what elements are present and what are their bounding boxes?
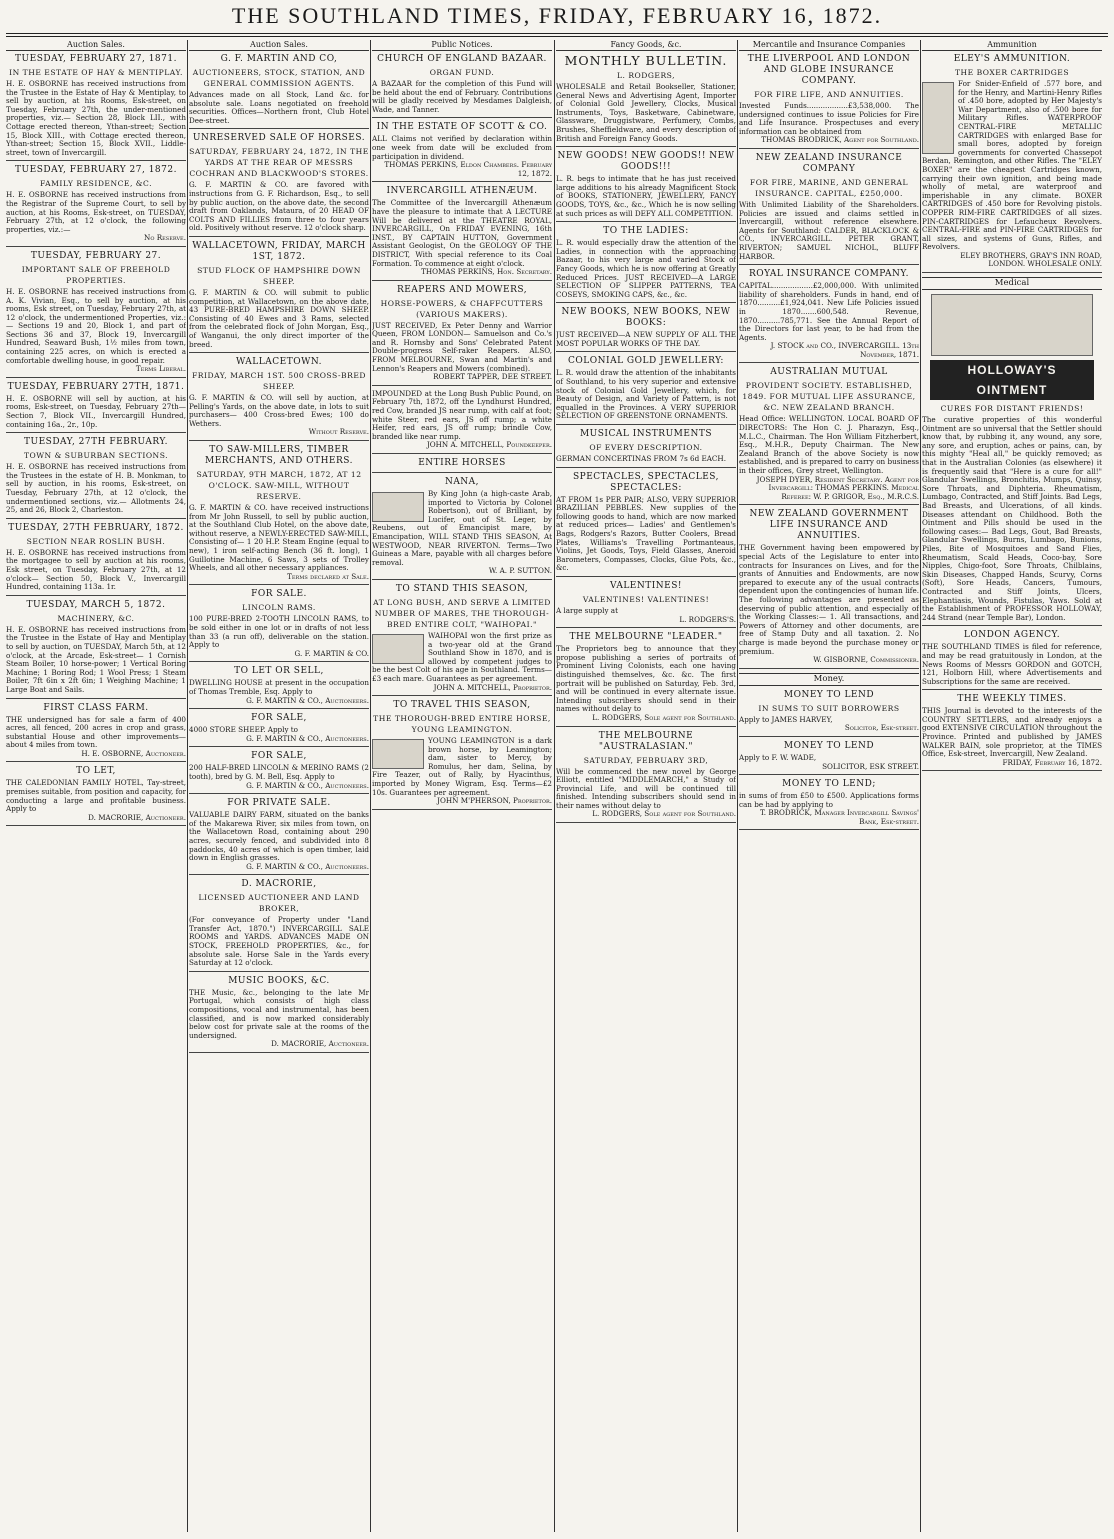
ad-signature: THOMAS BRODRICK, Agent for Southland. bbox=[761, 135, 919, 145]
column-heading: Mercantile and Insurance Companies bbox=[739, 40, 919, 51]
ad-body: With Unlimited Liability of the Shareholders. Policies are issued and claims settled in Invercargill, without reference elsewhere. Agents for Southland: CALDER, BLACKLOCK & CO., INVERCARGILL. PETER GRANT, RIVERTON; SAMUEL NICHOL, BLUFF HARBOR. bbox=[739, 199, 919, 261]
ad-signature: JOHN M'PHERSON, Proprietor. bbox=[437, 796, 552, 806]
advertisement bbox=[556, 54, 736, 147]
advertisement bbox=[739, 269, 919, 363]
ad-body: in sums of from £50 to £500. Applications forms can be had by applying to bbox=[739, 791, 919, 809]
ad-subtitle: THE THOROUGH-BRED ENTIRE HORSE, YOUNG LEAMINGTON. bbox=[373, 714, 551, 735]
advertisement bbox=[739, 367, 919, 505]
ad-body: 4000 STORE SHEEP. Apply to bbox=[189, 725, 299, 735]
ad-title: FIRST CLASS FARM. bbox=[43, 702, 149, 713]
ad-subtitle: AUCTIONEERS, STOCK, STATION, AND GENERAL COMMISSION AGENTS. bbox=[192, 68, 366, 88]
ad-subtitle: ORGAN FUND. bbox=[429, 68, 495, 77]
ad-signature: W. A. P. SUTTON. bbox=[488, 566, 552, 576]
ad-title: ROYAL INSURANCE COMPANY. bbox=[748, 269, 910, 280]
ad-title: THE MELBOURNE "LEADER." bbox=[569, 632, 723, 643]
ad-body: The Committee of the Invercargill Athenæum have the pleasure to intimate that A LECTURE Will be delivered at the THEATRE ROYAL, INVERCARGILL, On FRIDAY EVENING, 16th INST., BY CAPTAIN HUTTON, Government Assistant Geologist, On the GEOLOGY OF THE DISTRICT, With special reference to its Coal Formation. To commence at eight o'clock. bbox=[372, 198, 552, 268]
ad-title: NEW ZEALAND GOVERNMENT LIFE INSURANCE AND ANNUITIES. bbox=[749, 509, 909, 542]
ad-separator bbox=[739, 148, 919, 149]
ad-title: SPECTACLES, SPECTACLES, SPECTACLES: bbox=[572, 471, 719, 493]
holloway-banner: HOLLOWAY'S OINTMENT bbox=[930, 360, 1094, 400]
advertisement bbox=[6, 251, 186, 378]
ad-title: FOR SALE. bbox=[251, 589, 307, 600]
advertisement bbox=[739, 690, 919, 737]
ad-title: MONEY TO LEND bbox=[783, 740, 875, 751]
ad-signature: G. F. MARTIN & CO. bbox=[294, 648, 369, 658]
ad-title: ENTIRE HORSES bbox=[418, 458, 506, 468]
ad-title: VALENTINES! bbox=[609, 580, 683, 591]
ad-separator bbox=[189, 971, 369, 972]
ad-signature: FRIDAY, February 16, 1872. bbox=[1002, 757, 1102, 767]
ad-subtitle: LICENSED AUCTIONEER AND LAND BROKER, bbox=[198, 893, 360, 914]
ad-title: TUESDAY, 27TH FEBRUARY. bbox=[24, 437, 168, 448]
column-2 bbox=[189, 40, 369, 1532]
advertisement bbox=[739, 509, 919, 668]
advertisement bbox=[189, 589, 369, 662]
advertisement bbox=[372, 54, 552, 118]
ad-body: L. R. begs to intimate that he has just received large additions to his already Magnificent Stock of BOOKS, STATIONERY, JEWELLERY, FANCY GOODS, TOYS, &c., &c., Which he is now selling at such prices as will DEFY ALL COMPETITION. bbox=[556, 174, 736, 218]
advertisement bbox=[6, 437, 186, 519]
advertisement bbox=[372, 186, 552, 280]
ad-separator bbox=[189, 661, 369, 662]
ad-separator bbox=[556, 146, 736, 147]
advertisement bbox=[6, 523, 186, 596]
ad-body: The Proprietors beg to announce that they propose publishing a series of portraits of Prominent Living Colonists, each one having distinguished themselves, &c. &c. The first portrait will be published on Saturday, Feb. 3rd, and will be continued in every alternate issue. Intending subscribers should send in their names without delay to bbox=[556, 644, 736, 714]
ad-body: G. F. MARTIN & CO. have received instructions from Mr John Russell, to sell by public auction, at the Southland Club Hotel, on the above date, without reserve, a NEWLY-ERECTED SAW-MILL, Consisting of— 1 20 H.P. Steam Engine (equal to new), 1 iron self-acting Bench (36 ft. long), 1 Guillotine Machine, 6 Saws, 3 sets of Trolley Wheels, and all other necessary appliances. bbox=[189, 503, 369, 573]
advertisement bbox=[556, 429, 736, 468]
ad-title: FOR SALE, bbox=[251, 751, 307, 762]
advertisement bbox=[189, 133, 369, 237]
section-heading: Money. bbox=[739, 673, 919, 686]
ad-body: Apply to F. W. WADE, bbox=[739, 752, 817, 762]
advertisement bbox=[189, 445, 369, 585]
section-heading: Medical bbox=[922, 277, 1102, 290]
ad-title: ELEY'S AMMUNITION. bbox=[953, 54, 1071, 64]
advertisement bbox=[556, 307, 736, 352]
ad-subtitle: IMPORTANT SALE OF FREEHOLD PROPERTIES. bbox=[21, 264, 171, 285]
advertisement bbox=[372, 122, 552, 182]
ad-body: Will be commenced the new novel by George Elliott, entitled "MIDDLEMARCH," a Study of Provincial Life, and will be continued till finished. Intending subscribers should send in their names without delay to bbox=[556, 766, 736, 810]
ad-title: TO THE LADIES: bbox=[603, 226, 689, 237]
ad-signature: G. F. MARTIN & CO., Auctioneers. bbox=[246, 733, 369, 743]
ad-body: A BAZAAR for the completion of this Fund will be held about the end of February. Contributions will be gladly received by Mesdames Dalgleish, Wade, and Tanner. bbox=[372, 79, 552, 114]
ad-body: For Snider-Enfield of .577 bore, and for the Henry, and Martini-Henry Rifles of .450 bore, adopted by Her Majesty's War Department, also of .500 bore for Military Rifles. WATERPROOF CENTRAL-FIRE METALLIC CARTRIDGES with enlarged Base for small bores, adopted by foreign governments for converted Chassepot Berdan, Remington, and other Rifles. The "ELEY BOXER" are the cheapest Cartridges known, carrying their own ignition, and being made wholly of metal, are waterproof and imperishable in any climate. BOXER CARTRIDGES of .450 bore for Revolving pistols. COPPER RIM-FIRE CARTRIDGES of all sizes. PIN-CARTRIDGES for Lefaucheux Revolvers. CENTRAL-FIRE and PIN-FIRE CARTRIDGES for all sizes, and systems of Guns, Rifles, and Revolvers. bbox=[922, 79, 1102, 252]
ad-subtitle: STUD FLOCK OF HAMPSHIRE DOWN SHEEP. bbox=[197, 265, 361, 286]
advertisement bbox=[6, 703, 186, 763]
ad-signature: T. BRODRICK, Manager Invercargill Savings' Bank, Esk-street. bbox=[760, 808, 919, 826]
ad-separator bbox=[6, 595, 186, 596]
advertisement bbox=[6, 766, 186, 826]
advertisement bbox=[6, 165, 186, 247]
ad-separator bbox=[372, 695, 552, 696]
advertisement bbox=[922, 630, 1102, 690]
ad-separator bbox=[556, 467, 736, 468]
ad-signature: W. GISBORNE, Commissioner. bbox=[813, 655, 919, 665]
ad-body: IMPOUNDED at the Long Bush Public Pound, on February 7th, 1872, off the Lyndhurst Hundred, red Cow, branded JS near rump, with calf at foot; white Steer, red ears, JS off rump; a white Heifer, red ears, JS off rump; brindle Cow, branded like near rump. bbox=[372, 388, 552, 441]
ad-title: LONDON AGENCY. bbox=[963, 630, 1061, 641]
ad-separator bbox=[739, 362, 919, 363]
ad-title: THE LIVERPOOL AND LONDON AND GLOBE INSURANCE COMPANY. bbox=[747, 54, 911, 86]
ad-separator bbox=[922, 625, 1102, 626]
ad-body: THE undersigned has for sale a farm of 400 acres, all fenced, 200 acres in crop and grass, substantial House and other improvements—about 4 miles from town. bbox=[6, 714, 186, 750]
ad-separator bbox=[739, 264, 919, 265]
advertisement bbox=[739, 153, 919, 265]
ad-separator bbox=[739, 736, 919, 737]
advertisement bbox=[922, 694, 1102, 771]
ad-title: TUESDAY, MARCH 5, 1872. bbox=[26, 599, 166, 610]
ad-title: THE WEEKLY TIMES. bbox=[957, 694, 1067, 705]
ad-body: Apply to JAMES HARVEY, bbox=[739, 714, 833, 724]
ad-body: By King John (a high-caste Arab, imported to Victoria by Colonel Robertson), out of Brilliant, by Lucifer, out of St. Leger, by Reubens, out of Emancipist mare, by Emancipation, WILL STAND THIS SEASON, At WESTWOOD, NEAR RIVERTON. Terms—Two Guineas a Mare, payable with all charges before removal. bbox=[372, 489, 552, 567]
ad-subtitle: THE BOXER CARTRIDGES bbox=[954, 68, 1070, 77]
ad-body: VALUABLE DAIRY FARM, situated on the banks of the Makarewa River, six miles from town, on the Wallacetown Road, containing about 290 acres, securely fenced, and subdivided into 8 paddocks, 40 acres of which is open timber, laid down in English grasses. bbox=[189, 810, 369, 863]
masthead-rule-2 bbox=[6, 36, 1108, 37]
ad-body: WAIHOPAI won the first prize as a two-year old at the Grand Southland Show in 1870, and is allowed by competent judges to be the best Colt of his age in Southland. Terms—£3 each mare. Guarantees as per agreement. bbox=[372, 630, 552, 683]
ad-body: The curative properties of this wonderful Ointment are so universal that the Settler should know that, by rubbing it, any wound, any sore, any sore, and eruption, aches or pains, can, by this mighty "Heal all," be quickly removed; as that in the Australian Colonies (as elsewhere) it is frequently said that "Here is a cure for all!" Glandular Swellings, Bronchitis, Mumps, Quinsy, Sore Throats, and Diphteria. Rheumatism, Lumbago, Contracted, and Stiff Joints. Bad Legs, Bad Breasts, and Ulcerations, of all kinds. Diseases attendant on Childhood. Both the Ointment and Pills should be used in the following cases:— Bad Legs, Gout, Bad Breasts, Glandular Swellings, Burns, Lumbago, Bunions, Piles, Bite of Mosquitoes and Sand Flies, Rheumatism, Scald Heads, Coco-bay, Sore Nipples, Chigo-foot, Sore Throats, Chilblains, Skin Diseases, Chapped Hands, Scurvy, Corns (Soft), Sore Heads, Cancers, Tumours, Contracted and Stiff Joints, Ulcers, Elephantiasis, Wounds, Fistulas, Yaws. Sold at the Establishment of PROFESSOR HOLLOWAY, 244 Strand (near Temple Bar), London. bbox=[922, 415, 1102, 622]
ad-title: TO LET, bbox=[76, 766, 116, 777]
column-heading: Fancy Goods, &c. bbox=[556, 40, 736, 51]
column-divider bbox=[554, 40, 555, 1532]
ad-separator bbox=[6, 432, 186, 433]
advertisement bbox=[739, 54, 919, 149]
ad-title: TO TRAVEL THIS SEASON, bbox=[393, 700, 531, 711]
advertisement bbox=[189, 666, 369, 709]
ad-subtitle: FAMILY RESIDENCE, &C. bbox=[40, 179, 152, 189]
ad-signature: Without Reserve. bbox=[308, 427, 369, 437]
ad-separator bbox=[556, 221, 736, 222]
advertisement bbox=[739, 779, 919, 830]
ad-separator bbox=[6, 518, 186, 519]
ad-signature: L. RODGERS, Sole agent for Southland. bbox=[592, 712, 736, 722]
ad-separator bbox=[922, 770, 1102, 771]
ad-body: 100 PURE-BRED 2-TOOTH LINCOLN RAMS, to be sold either in one lot or in drafts of not less than 33 (a run off), deliverable on the station. Apply to bbox=[189, 614, 369, 650]
ad-signature: THOMAS PERKINS, Eldon Chambers. February 12, 1872. bbox=[384, 160, 552, 178]
ad-title: TUESDAY, FEBRUARY 27, 1871. bbox=[15, 54, 177, 64]
ad-title: COLONIAL GOLD JEWELLERY: bbox=[568, 356, 724, 367]
ad-title: MONEY TO LEND; bbox=[782, 779, 876, 790]
ad-signature: JOHN A. MITCHELL, Poundkeeper. bbox=[426, 440, 552, 450]
ad-title: NEW GOODS! NEW GOODS!! NEW GOODS!!! bbox=[557, 151, 735, 173]
advertisement bbox=[372, 285, 552, 386]
ad-body: Advances made on all Stock, Land &c. for absolute sale. Loans negotiated on freehold securities. Offices—Northern front, Club Hotel Dee-street. bbox=[189, 90, 369, 125]
ad-body: L. R. would especially draw the attention of the Ladies, in connection with the approaching Bazaar, to his very large and varied Stock of Fancy Goods, which he is now offering at Greatly Reduced Prices. JUST RECEIVED—A LARGE SELECTION OF SLIPPER PATTERNS, TEA COSEYS, SMOKING CAPS, &c., &c. bbox=[556, 238, 736, 299]
advertisement bbox=[6, 600, 186, 699]
ad-title: MUSIC BOOKS, &C. bbox=[228, 975, 330, 986]
ad-body: G. F. MARTIN & CO. will submit to public competition, at Wallacetown, on the above date, 43 PURE-BRED HAMPSHIRE DOWN SHEEP. Consisting of 40 Ewes and 3 Rams, selected from the celebrated flock of John Morgan, Esq., of Wanganui, the only direct importer of the breed. bbox=[189, 287, 369, 349]
ad-title: FOR SALE, bbox=[251, 713, 307, 724]
ad-signature: Terms Liberal. bbox=[135, 364, 186, 374]
ad-body: DWELLING HOUSE at present in the occupation of Thomas Tremble, Esq. Apply to bbox=[189, 678, 369, 696]
ad-subtitle: LINCOLN RAMS. bbox=[242, 603, 316, 613]
ad-separator bbox=[372, 280, 552, 281]
ad-subtitle: FRIDAY, MARCH 1ST. 500 CROSS-BRED SHEEP. bbox=[192, 371, 366, 392]
ad-body: 200 HALF-BRED LINCOLN & MERINO RAMS (2 tooth), bred by G. M. Bell, Esq. Apply to bbox=[189, 763, 369, 781]
ad-title: TUESDAY, FEBRUARY 27TH, 1871. bbox=[7, 381, 185, 392]
advertisement bbox=[6, 54, 186, 161]
ad-separator bbox=[922, 272, 1102, 273]
ad-separator bbox=[189, 1052, 369, 1053]
ad-title: IN THE ESTATE OF SCOTT & CO. bbox=[376, 122, 548, 133]
ad-subtitle: FOR FIRE LIFE, AND ANNUITIES. bbox=[754, 90, 904, 99]
ad-title: NEW ZEALAND INSURANCE COMPANY bbox=[755, 152, 903, 174]
ad-body: GERMAN CONCERTINAS FROM 7s 6d EACH. bbox=[556, 454, 726, 464]
ad-separator bbox=[6, 761, 186, 762]
ad-separator bbox=[556, 627, 736, 628]
ad-separator bbox=[556, 726, 736, 727]
ad-body: H. E. OSBORNE has received instructions from the Trustee in the Estate of Hay and Mentiplay to sell by auction, on TUESDAY, March 5th, at 12 o'clock, at the Arcade, Esk-street— 1 Cornish Steam Boiler, 10 horse-power; 1 Vertical Boring Machine; 1 Boring Rod; 1 Wool Press; 1 Steam Boiler, 7ft 6in x 2ft 6in; 1 Weighing Machine; 1 Large Boat and Sails. bbox=[6, 624, 186, 694]
ad-signature: ROBERT TAPPER, DEE STREET. bbox=[433, 372, 552, 382]
column-divider bbox=[920, 40, 921, 1532]
ad-separator bbox=[556, 424, 736, 425]
ad-body: G. F. MARTIN & CO. will sell by auction, at Pelling's Yards, on the above date, in lots to suit purchasers— 400 Cross-bred Ewes; 100 do Wethers. bbox=[189, 393, 369, 428]
ad-signature: H. E. OSBORNE, Auctioneer. bbox=[81, 748, 186, 758]
ad-signature: D. MACRORIE, Auctioneer. bbox=[88, 812, 186, 822]
ad-body: Head Office: WELLINGTON. LOCAL BOARD OF DIRECTORS: The Hon C. J. Pharazyn, Esq., M.L.C., Chairman. The Hon William Fitzherbert, Esq., M.H.R., Deputy Chairman. The New Zealand Branch of the above Society is now established, and is prepared to carry on business in their offices, Grey street, Wellington. bbox=[739, 414, 919, 476]
ad-title: WALLACETOWN. bbox=[235, 357, 322, 368]
horse-engraving-image bbox=[372, 492, 424, 522]
ad-title: TO LET OR SELL, bbox=[234, 666, 324, 677]
ad-title: CHURCH OF ENGLAND BAZAAR. bbox=[377, 54, 547, 64]
ad-separator bbox=[6, 377, 186, 378]
advertisement bbox=[189, 976, 369, 1053]
ad-separator bbox=[189, 793, 369, 794]
ad-separator bbox=[189, 352, 369, 353]
masthead-title: THE SOUTHLAND TIMES, FRIDAY, FEBRUARY 16, 1872. bbox=[231, 3, 883, 28]
column-4 bbox=[556, 40, 736, 1532]
ad-signature: D. MACRORIE, Auctioneer. bbox=[271, 1039, 369, 1049]
advertisement bbox=[922, 294, 1102, 626]
ad-subtitle: HORSE-POWERS, & CHAFFCUTTERS (VARIOUS MAKERS). bbox=[380, 298, 544, 319]
ad-title: MUSICAL INSTRUMENTS bbox=[579, 429, 713, 440]
ad-subtitle: CURES FOR DISTANT FRIENDS! bbox=[940, 404, 1084, 414]
ad-body: Invested Funds..................£3,538,000. The undersigned continues to issue Policies for Fire and Life Insurance. Prospectuses and every information can be obtained from bbox=[739, 101, 919, 136]
ad-signature: SOLICITOR, ESK STREET. bbox=[822, 761, 919, 771]
advertisement bbox=[189, 751, 369, 794]
ad-signature: J. STOCK and CO., INVERCARGILL. 13th November, 1871. bbox=[770, 341, 919, 359]
ad-subtitle: AT LONG BUSH, AND SERVE A LIMITED NUMBER OF MARES, THE THOROUGH-BRED ENTIRE COLT, "WAIHOPAI." bbox=[373, 597, 551, 629]
ad-title: MONTHLY BULLETIN. bbox=[564, 53, 728, 68]
ad-body: H. E. OSBORNE has received instructions from the Registrar of the Supreme Court, to sell by auction, at his Rooms, Esk-street, on TUESDAY, February 27th, at 12 o'clock, the following properties, viz.:— bbox=[6, 190, 186, 234]
ad-subtitle: SATURDAY, 9TH MARCH, 1872, AT 12 O'CLOCK. SAW-MILL, WITHOUT RESERVE. bbox=[196, 470, 362, 502]
ad-separator bbox=[189, 708, 369, 709]
ad-separator bbox=[739, 774, 919, 775]
ad-subtitle: PROVIDENT SOCIETY. ESTABLISHED, 1849. FOR MUTUAL LIFE ASSURANCE, &C. NEW ZEALAND BRANCH. bbox=[742, 381, 916, 413]
column-6 bbox=[922, 40, 1102, 1532]
ad-body: WHOLESALE and Retail Bookseller, Stationer, General News and Advertising Agent, Importer of Colonial Gold Jewellery, Clocks, Musical Instruments, Toys, Basketware, Cabinetware, Glassware, Druggistware, Perfumery, Combs, Brushes, Sheffieldware, and every description of British and Foreign Fancy Goods. bbox=[556, 82, 736, 143]
ad-separator bbox=[189, 584, 369, 585]
ad-body: JUST RECEIVED—A NEW SUPPLY OF ALL THE MOST POPULAR WORKS OF THE DAY. bbox=[556, 330, 736, 348]
masthead-rule bbox=[6, 33, 1108, 34]
ad-title: REAPERS AND MOWERS, bbox=[396, 284, 528, 295]
ad-signature: L. RODGERS, Sole agent for Southland. bbox=[592, 809, 736, 819]
ad-title: NANA, bbox=[444, 477, 480, 487]
ad-title: D. MACRORIE, bbox=[241, 879, 317, 890]
ad-separator bbox=[556, 351, 736, 352]
ad-separator bbox=[189, 746, 369, 747]
ad-signature: Solicitor, Esk-street. bbox=[844, 723, 919, 733]
ad-body: (For conveyance of Property under "Land Transfer Act, 1870.") INVERCARGILL SALE ROOMS and YARDS. ADVANCES MADE ON STOCK, FREEHOLD PROPERTIES, &c., for absolute sale. Horse Sale in the Yards every Saturday at 12 o'clock. bbox=[189, 915, 369, 968]
ad-signature: JOSEPH DYER, Resident Secretary. Agent for Invercargill: THOMAS PERKINS. Medical Referee: W. P. GRIGOR, Esq., M.R.C.S. bbox=[756, 474, 919, 501]
advertisement bbox=[556, 226, 736, 303]
ad-body: JUST RECEIVED, Ex Peter Denny and Warrior Queen, FROM LONDON— Samuelson and Co.'s and R. Hornsby and Sons' Celebrated Patent Double-progress Self-raker Reapers. ALSO, FROM MELBOURNE, Swan and Martin's and Lennon's Reapers and Mowers (combined). bbox=[372, 320, 552, 373]
ad-separator bbox=[739, 504, 919, 505]
ad-title: TO STAND THIS SEASON, bbox=[395, 583, 529, 594]
advertisement bbox=[189, 798, 369, 875]
ad-separator bbox=[556, 576, 736, 577]
ad-separator bbox=[372, 472, 552, 473]
ad-body: THE Music, &c., belonging to the late Mr Portugal, which consists of high class compositions, vocal and instrumental, has been classified, and is now marked considerably below cost for private sale at the rooms of the undersigned. bbox=[189, 987, 369, 1040]
ad-body: THE SOUTHLAND TIMES is filed for reference, and may be read gratuitously in London, at the News Rooms of Messrs GORDON and GOTCH, 121, Holborn Hill, where Advertisements and Subscriptions for the same are received. bbox=[922, 642, 1102, 686]
advertisement bbox=[372, 584, 552, 696]
ad-body: ALL Claims not verified by declaration within one week from date will be excluded from participation in dividend. bbox=[372, 134, 552, 161]
ad-subtitle: SATURDAY, FEBRUARY 24, 1872, IN THE YARDS AT THE REAR OF MESSRS COCHRAN AND BLACKWOOD'S STORES. bbox=[189, 147, 369, 179]
ad-title: FOR PRIVATE SALE. bbox=[227, 798, 331, 809]
advertisement bbox=[372, 390, 552, 454]
ad-body: CAPITAL..................£2,000,000. With unlimited liability of shareholders. Funds in hand, end of 1870..........£1,924,041. New Life Policies issued in 1870.......600,548. Revenue, 1870..........785,771. See the Annual Report of the Directors for last year, to be had from the Agents. bbox=[739, 281, 919, 342]
ad-subtitle: VALENTINES! VALENTINES! bbox=[582, 594, 710, 604]
ad-body: H. E. OSBORNE has received instructions from the Trustees in the estate of H. B. Monkman, to sell by auction, in his rooms, Esk-street, on Tuesday, February 27th, at 12 o'clock, the undermentioned sections, viz.— Allotments 24, 25, and 26, Block 2, Charleston. bbox=[6, 462, 186, 515]
ad-signature: G. F. MARTIN & CO., Auctioneers. bbox=[246, 695, 369, 705]
holloway-engraving-image bbox=[931, 294, 1093, 356]
advertisement bbox=[556, 731, 736, 824]
ad-separator bbox=[189, 236, 369, 237]
ad-subtitle: OF EVERY DESCRIPTION. bbox=[589, 443, 703, 453]
ad-body: AT FROM 1s PER PAIR; ALSO, VERY SUPERIOR BRAZILIAN PEBBLES. New supplies of the following goods to hand, which are now marked at reduced prices— Ladies' and Gentlemen's Bags, Rodgers's Razors, Butter Coolers, Bread Plates, Williams's Travelling Portmanteaus, Violins, Jet Goods, Toys, Field Glasses, Aneroid Barometers, Compasses, Clocks, Glue Pots, &c., &c. bbox=[556, 494, 736, 573]
ad-signature: JOHN A. MITCHELL, Proprietor. bbox=[433, 682, 552, 692]
ad-separator bbox=[372, 579, 552, 580]
ad-body: G. F. MARTIN & CO. are favored with instructions from G. F. Richardson, Esq., to sell by public auction, on the above date, the second draft from Oaklands, Mataura, of 20 HEAD OF COLTS AND FILLIES from three to four years old. Positively without reserve. 12 o'clock sharp. bbox=[189, 180, 369, 233]
ad-signature: L. RODGERS'S. bbox=[679, 614, 736, 624]
ad-body: THE Government having been empowered by special Acts of the Legislature to enter into contracts for Insurances on Lives, and for the grants of Annuities and Endowments, are now prepared to execute any of the usual contracts dependent upon the contingencies of human life. The following advantages are presented as deserving of public attention, and especially of the Working Classes:— 1. All transactions, and Powers of Attorney and other documents, are free of Stamp Duty and all taxation. 2. No charge is made beyond the purchase money or premium. bbox=[739, 543, 919, 656]
advertisement bbox=[556, 472, 736, 577]
column-divider bbox=[187, 40, 188, 1532]
ad-separator bbox=[189, 128, 369, 129]
column-heading: Auction Sales. bbox=[6, 40, 186, 51]
advertisement bbox=[556, 356, 736, 425]
column-heading: Ammunition bbox=[922, 40, 1102, 51]
ad-separator bbox=[372, 385, 552, 386]
ad-body: A large supply at bbox=[556, 605, 618, 615]
advertisement bbox=[189, 879, 369, 972]
ad-subtitle: IN SUMS TO SUIT BORROWERS bbox=[758, 703, 900, 713]
ad-separator bbox=[372, 809, 552, 810]
ad-signature: ELEY BROTHERS, GRAY'S INN ROAD, LONDON. WHOLESALE ONLY. bbox=[960, 250, 1102, 269]
ad-body: YOUNG LEAMINGTON is a dark brown horse, by Leamington; dam, sister to Mercy, by Romulus, her dam, Selina, by Fire Teazer, out of Rally, by Hyacinthus, imported by Money Wigram, Esq. Terms—£2 10s. Guarantees per agreement. bbox=[372, 736, 552, 797]
ad-subtitle: MACHINERY, &C. bbox=[57, 613, 135, 623]
ad-title: INVERCARGILL ATHENÆUM. bbox=[386, 186, 538, 197]
column-heading: Auction Sales. bbox=[189, 40, 369, 51]
ad-subtitle: FOR FIRE, MARINE, AND GENERAL INSURANCE. CAPITAL, £250,000. bbox=[749, 177, 909, 198]
column-1 bbox=[6, 40, 186, 1532]
advertisement bbox=[189, 357, 369, 441]
horse-engraving-image bbox=[372, 634, 424, 664]
ad-title: G. F. MARTIN AND CO, bbox=[220, 54, 338, 64]
advertisement bbox=[189, 713, 369, 747]
ad-separator bbox=[739, 668, 919, 669]
advertisement bbox=[739, 741, 919, 775]
ad-separator bbox=[922, 689, 1102, 690]
ad-separator bbox=[6, 160, 186, 161]
ad-separator bbox=[189, 440, 369, 441]
ad-separator bbox=[372, 453, 552, 454]
ad-separator bbox=[739, 829, 919, 830]
ad-separator bbox=[6, 246, 186, 247]
ad-signature: G. F. MARTIN & CO., Auctioneers. bbox=[246, 861, 369, 871]
advertisement bbox=[372, 477, 552, 580]
ad-title: UNRESERVED SALE OF HORSES. bbox=[192, 133, 366, 144]
column-5 bbox=[739, 40, 919, 1532]
ad-signature: THOMAS PERKINS, Hon. Secretary. bbox=[421, 267, 552, 277]
ad-title: TUESDAY, FEBRUARY 27. bbox=[30, 250, 162, 261]
ad-signature: G. F. MARTIN & CO., Auctioneers. bbox=[246, 780, 369, 790]
ad-separator bbox=[372, 117, 552, 118]
ad-body: L. R. would draw the attention of the inhabitants of Southland, to his very superior and extensive stock of Colonial Gold Jewellery, which, for Beauty of Design, and Variety of Pattern, is not equalled in the Provinces. A VERY SUPERIOR SELECTION OF GREENSTONE ORNAMENTS. bbox=[556, 368, 736, 421]
ad-title: TO SAW-MILLERS, TIMBER MERCHANTS, AND OTHERS. bbox=[205, 445, 353, 467]
ad-separator bbox=[189, 874, 369, 875]
column-divider bbox=[370, 40, 371, 1532]
ad-title: TUESDAY, 27TH FEBRUARY, 1872. bbox=[8, 522, 184, 533]
ad-body: H. E. OSBORNE has received instructions from the mortgagee to sell by auction at his rooms, Esk street, on Tuesday, February 27th, at 12 o'clock— Section 50, Block V., Invercargill Hundred, containing 113a. 1r. bbox=[6, 547, 186, 592]
advertisement bbox=[189, 54, 369, 129]
ad-separator bbox=[556, 302, 736, 303]
ad-signature: No Reserve. bbox=[144, 233, 186, 243]
ad-body: H. E. OSBORNE will sell by auction, at his rooms, Esk-street, on Tuesday, February 27th— Section 7, Block VII., Invercargill Hundred, containing 16a., 2r., 10p. bbox=[6, 393, 186, 429]
advertisement bbox=[372, 458, 552, 473]
ad-title: TUESDAY, FEBRUARY 27, 1872. bbox=[15, 165, 177, 176]
ad-subtitle: TOWN & SUBURBAN SECTIONS. bbox=[23, 451, 169, 461]
ad-subtitle: SATURDAY, FEBRUARY 3RD, bbox=[583, 755, 709, 765]
ad-title: THE MELBOURNE "AUSTRALASIAN." bbox=[598, 730, 694, 752]
advertisement bbox=[189, 241, 369, 353]
ad-title: NEW BOOKS, NEW BOOKS, NEW BOOKS: bbox=[561, 307, 731, 329]
advertisement bbox=[556, 632, 736, 726]
advertisement bbox=[556, 581, 736, 628]
ad-title: MONEY TO LEND bbox=[783, 689, 875, 700]
advertisement bbox=[556, 151, 736, 222]
ad-body: THIS Journal is devoted to the interests of the COUNTRY SETTLERS, and already enjoys a good EXTENSIVE CIRCULATION throughout the Province. Printed and published by JAMES WALKER BAIN, sole proprietor, at the TIMES Office, Esk-street, Invercargill, New Zealand. bbox=[922, 706, 1102, 759]
ad-body: THE CALEDONIAN FAMILY HOTEL, Tay-street, premises suitable, from position and capacity, for conducting a large and profitable business. Apply to bbox=[6, 778, 186, 814]
ad-body: H. E. OSBORNE has received instructions from the Trustee in the Estate of Hay & Mentiplay, to sell by auction, at his Rooms, Esk-street, on Tuesday, February 27th, the under-mentioned properties, viz.— Section 28, Block LII., with Cottage erected thereon, Ythan-street; Section 15, Block XIII., with Cottage erected thereon, Ythan-street; Section 15, Block XVII., Liddle-street, town of Invercargill. bbox=[6, 79, 186, 157]
ad-separator bbox=[556, 822, 736, 823]
ad-body: H. E. OSBORNE has received instructions from A. K. Vivian, Esq., to sell by auction, at his rooms, Esk street, on Tuesday, February 27th, at 12 o'clock, the undermentioned Properties, viz.:— Sections 19 and 20, Block 1, and part of Sections 36 and 37, Block 19, Invercargill Hundred, Seaward Bush, 1½ miles from town, containing 225 acres, on which is erected a comfortable dwelling house, in good repair. bbox=[6, 286, 186, 365]
ad-subtitle: SECTION NEAR ROSLIN BUSH. bbox=[26, 536, 166, 546]
column-divider bbox=[737, 40, 738, 1532]
ad-separator bbox=[6, 825, 186, 826]
ad-title: AUSTRALIAN MUTUAL bbox=[770, 367, 888, 378]
advertisement bbox=[922, 54, 1102, 273]
advertisement bbox=[372, 700, 552, 810]
ad-signature: Terms declared at Sale. bbox=[287, 571, 369, 581]
horse-engraving-image bbox=[372, 739, 424, 769]
ad-title: WALLACETOWN, FRIDAY, MARCH 1ST, 1872. bbox=[192, 240, 366, 262]
advertisement bbox=[6, 382, 186, 433]
column-heading: Public Notices. bbox=[372, 40, 552, 51]
ad-separator bbox=[372, 181, 552, 182]
ad-subtitle: IN THE ESTATE OF HAY & MENTIPLAY. bbox=[9, 68, 183, 77]
ad-separator bbox=[6, 698, 186, 699]
cartridge-box-image bbox=[922, 82, 954, 154]
ad-subtitle: L. RODGERS, bbox=[616, 71, 676, 80]
column-3 bbox=[372, 40, 552, 1532]
